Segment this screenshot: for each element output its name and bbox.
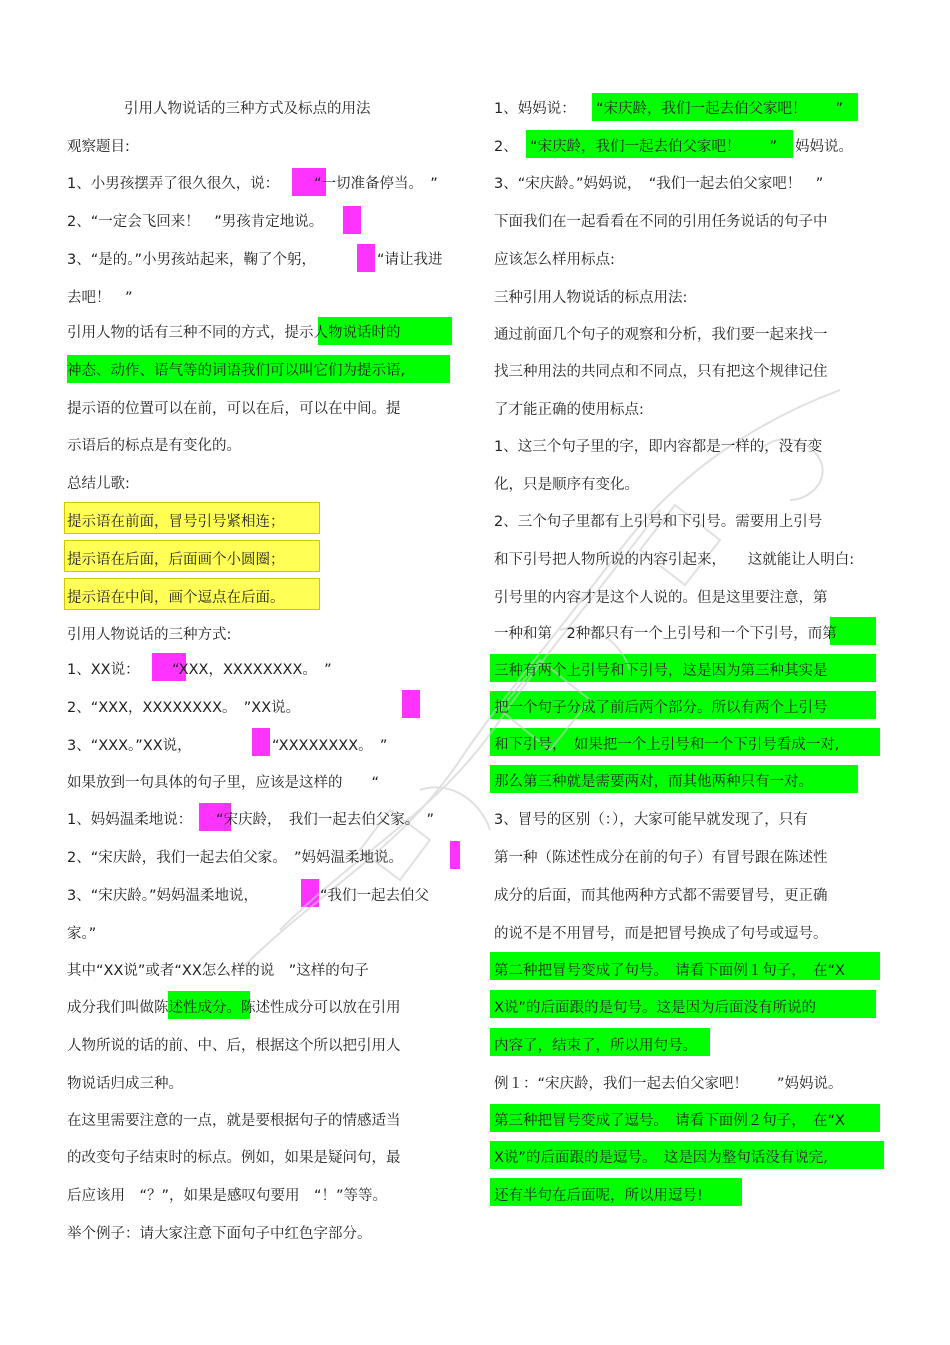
paragraph-line: X说”的后面跟的是逗号。 这是因为整句话没有说完, <box>494 1150 828 1166</box>
paragraph-line: 了才能正确的使用标点: <box>494 402 644 418</box>
question-3-quote: “请让我进 <box>377 252 443 268</box>
question-1: 1、小男孩摆弄了很久很久，说： <box>67 176 280 192</box>
right-example-1-quote: “宋庆龄，我们一起去伯父家吧！ ” <box>596 101 844 117</box>
highlight-magenta <box>357 244 375 272</box>
concrete-intro: 如果放到一句具体的句子里，应该是这样的 “ <box>67 775 380 791</box>
song-line-3: 提示语在中间，画个逗点在后面。 <box>67 590 285 606</box>
paragraph-line: 3、冒号的区别（：），大家可能早就发现了，只有 <box>494 812 808 828</box>
example-3-end: 家。” <box>67 926 97 942</box>
paragraph-line: 后应该用 “？”，如果是感叹句要用 “！”等等。 <box>67 1188 388 1204</box>
page-title: 引用人物说话的三种方式及标点的用法 <box>124 101 371 117</box>
paragraph-line: 三种有两个上引号和下引号，这是因为第三种其实是 <box>494 663 828 679</box>
paragraph-line: 化，只是顺序有变化。 <box>494 477 639 493</box>
observe-heading: 观察题目: <box>67 139 130 155</box>
way-1-quote: “XXX，XXXXXXXX。 ” <box>172 662 332 678</box>
paragraph-line: 第二种把冒号变成了句号。 请看下面例１句子， 在“X <box>494 963 845 979</box>
question-2: 2、“一定会飞回来！ ”男孩肯定地说。 <box>67 214 324 230</box>
paragraph-line: 其中“XX说”或者“XX怎么样的说 ”这样的句子 <box>67 963 369 979</box>
paragraph-line: 引用人物的话有三种不同的方式，提示人物说话时的 <box>67 325 401 341</box>
way-1: 1、XX说： <box>67 662 140 678</box>
paragraph-line: 举个例子：请大家注意下面句子中红色字部分。 <box>67 1226 372 1242</box>
example-1: 1、妈妈温柔地说： <box>67 812 193 828</box>
paragraph-line: 1、这三个句子里的字，即内容都是一样的，没有变 <box>494 439 823 455</box>
example-3-quote: “我们一起去伯父 <box>320 888 430 904</box>
paragraph-line: 的改变句子结束时的标点。例如，如果是疑问句，最 <box>67 1150 401 1166</box>
paragraph-line: 把一个句子分成了前后两个部分。所以有两个上引号 <box>494 700 828 716</box>
paragraph-line: 第三种把冒号变成了逗号。 请看下面例２句子， 在“X <box>494 1113 845 1129</box>
ways-heading: 引用人物说话的三种方式: <box>67 627 232 643</box>
paragraph-line: 和下引号把人物所说的内容引起来， 这就能让人明白: <box>494 552 855 568</box>
song-line-2: 提示语在后面，后面画个小圆圈； <box>67 552 285 568</box>
right-example-2-quote: “宋庆龄，我们一起去伯父家吧！ ” <box>530 139 778 155</box>
paragraph-line: 人物所说的话的前、中、后，根据这个所以把引用人 <box>67 1038 401 1054</box>
paragraph-line: 三种引用人物说话的标点用法: <box>494 290 688 306</box>
highlight-magenta <box>252 728 270 756</box>
highlight-magenta <box>450 841 460 869</box>
question-3-end: 去吧！ ” <box>67 290 133 306</box>
highlight-magenta <box>343 206 361 234</box>
way-2: 2、“XXX，XXXXXXXX。 ”XX说。 <box>67 700 301 716</box>
paragraph-line: 在这里需要注意的一点，就是要根据句子的情感适当 <box>67 1113 401 1129</box>
paragraph-line: X说”的后面跟的是句号。这是因为后面没有所说的 <box>494 1000 816 1016</box>
way-3: 3、“XXX。”XX说， <box>67 738 192 754</box>
paragraph-line: 第一种（陈述性成分在前的句子）有冒号跟在陈述性 <box>494 850 828 866</box>
right-example-1: 1、妈妈说： <box>494 101 576 117</box>
paragraph-line: 提示语的位置可以在前，可以在后，可以在中间。提 <box>67 401 401 417</box>
paragraph-line: 2、三个句子里都有上引号和下引号。需要用上引号 <box>494 514 823 530</box>
highlight-magenta <box>301 879 319 907</box>
paragraph-line: 引号里的内容才是这个人说的。但是这里要注意，第 <box>494 590 828 606</box>
right-example-2-end: 妈妈说。 <box>795 139 853 155</box>
paragraph-line: 那么第三种就是需要两对，而其他两种只有一对。 <box>494 774 813 790</box>
paragraph-line: 还有半句在后面呢，所以用逗号! <box>494 1188 703 1204</box>
right-example-3: 3、“宋庆龄。”妈妈说， “我们一起去伯父家吧！ ” <box>494 176 824 192</box>
paragraph-line: 示语后的标点是有变化的。 <box>67 438 241 454</box>
way-3-quote: “XXXXXXXX。 ” <box>272 738 388 754</box>
song-heading: 总结儿歌: <box>67 476 130 492</box>
highlight-magenta <box>402 690 420 718</box>
paragraph-line: 成分我们叫做陈述性成分。陈述性成分可以放在引用 <box>67 1000 401 1016</box>
paragraph-line: 例１：“宋庆龄，我们一起去伯父家吧！ ”妈妈说。 <box>494 1076 843 1092</box>
paragraph-line: 和下引号， 如果把一个上引号和一个下引号看成一对, <box>494 737 840 753</box>
song-line-1: 提示语在前面，冒号引号紧相连； <box>67 514 285 530</box>
question-3: 3、“是的。”小男孩站起来，鞠了个躬， <box>67 252 316 268</box>
paragraph-line: 神态、动作、语气等的词语我们可以叫它们为提示语, <box>67 363 406 379</box>
paragraph-line: 应该怎么样用标点: <box>494 252 615 268</box>
paragraph-line: 通过前面几个句子的观察和分析，我们要一起来找一 <box>494 327 828 343</box>
example-1-quote: “宋庆龄， 我们一起去伯父家。 ” <box>216 812 435 828</box>
paragraph-line: 成分的后面，而其他两种方式都不需要冒号，更正确 <box>494 888 828 904</box>
paragraph-line: 一种和第 2种都只有一个上引号和一个下引号，而第 <box>494 626 837 642</box>
paragraph-line: 的说不是不用冒号，而是把冒号换成了句号或逗号。 <box>494 926 828 942</box>
example-2: 2、“宋庆龄，我们一起去伯父家。 ”妈妈温柔地说。 <box>67 850 403 866</box>
example-3: 3、“宋庆龄。”妈妈温柔地说， <box>67 888 258 904</box>
paragraph-line: 下面我们在一起看看在不同的引用任务说话的句子中 <box>494 214 828 230</box>
paragraph-line: 找三种用法的共同点和不同点，只有把这个规律记住 <box>494 364 828 380</box>
right-example-2: 2、 <box>494 139 518 155</box>
question-1-quote: “一切准备停当。 ” <box>314 176 438 192</box>
paragraph-line: 内容了，结束了，所以用句号。 <box>494 1038 697 1054</box>
paragraph-line: 物说话归成三种。 <box>67 1076 183 1092</box>
